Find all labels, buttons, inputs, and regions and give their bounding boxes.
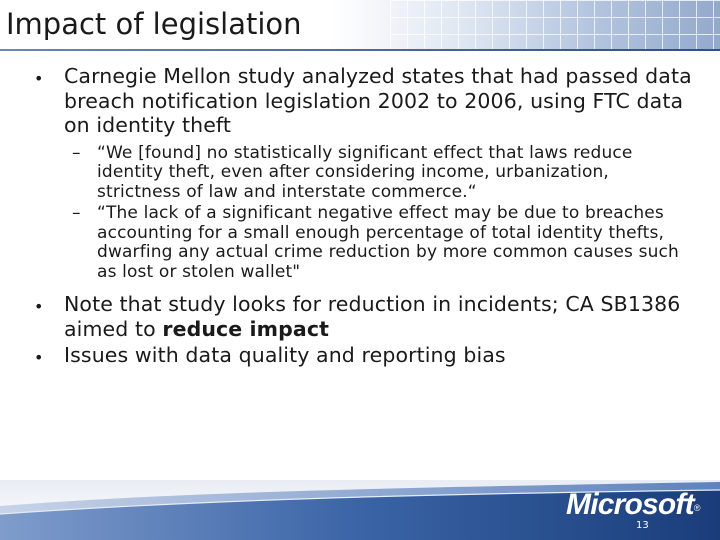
logo-registered-mark: ® [693, 503, 700, 513]
bullet-1 [0, 64, 720, 138]
logo-text: Microsoft [566, 488, 694, 521]
page-number: 13 [636, 520, 649, 531]
title-rule [0, 49, 720, 51]
dash-marker: – [72, 142, 81, 163]
bullet-marker: • [34, 348, 44, 367]
bullet-3 [0, 343, 720, 368]
bullet-text: Carnegie Mellon study analyzed states that had passed data breach notification legislation 2002 to 2006, using FTC data on identity theft [64, 64, 692, 137]
slide-body [0, 64, 720, 368]
dash-marker: – [72, 203, 81, 223]
slide-title: Impact of legislation [6, 7, 302, 41]
title-grid-decoration [390, 0, 720, 50]
bullet-text-bold: reduce impact [162, 316, 329, 341]
sub-bullet-text: “The lack of a significant negative effect may be due to breaches accounting for a small enough percentage of total identity thefts, dwarfing any actual crime reduction by more common causes such as lost or stolen wallet" [97, 203, 679, 282]
sub-bullet-text: “We [found] no statistically significant effect that laws reduce identity theft, even after considering income, urbanization, strictness of law and interstate commerce.“ [97, 142, 633, 202]
microsoft-logo [566, 488, 700, 522]
bullet-marker: • [34, 297, 44, 316]
bullet-2 [0, 292, 720, 341]
sub-bullet-2 [0, 204, 720, 282]
bullet-marker: • [34, 69, 44, 88]
bullet-text-regular: Note that study looks for reduction in incidents; CA SB1386 aimed to [64, 292, 681, 341]
bullet-text [64, 292, 704, 341]
bullet-text: Issues with data quality and reporting bias [64, 343, 506, 367]
sub-bullet-1 [0, 144, 720, 203]
